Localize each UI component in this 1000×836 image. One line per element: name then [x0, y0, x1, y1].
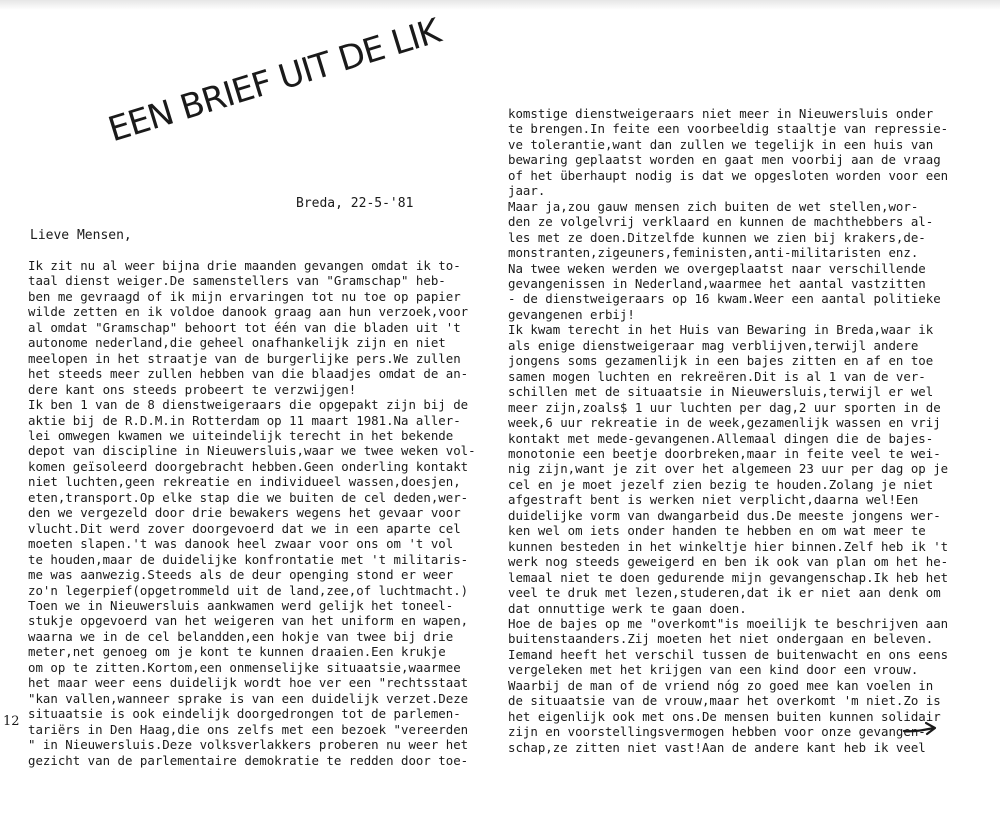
text-line: Iemand heeft het verschil tussen de buitenwacht en ons eens	[508, 646, 949, 662]
text-line: moeten slapen.'t was danook heel zwaar voor ons om 't vol	[28, 536, 454, 552]
text-line: buitenstaanders.Zij moeten het niet ondergaan en beleven.	[508, 631, 934, 647]
text-line: taal dienst weiger.De samenstellers van "Gramschap" heb-	[28, 273, 446, 289]
text-line: tariërs in Den Haag,die ons zelfs met een bezoek "vereerden	[28, 721, 469, 737]
text-line: monstranten,zigeuners,feministen,anti-militaristen enz.	[508, 245, 919, 261]
text-line: - de dienstweigeraars op 16 kwam.Weer een aantal politieke	[508, 291, 941, 307]
text-line: autonome nederland,die geheel onafhankelijk zijn en niet	[28, 335, 446, 351]
text-line: lei omwegen kwamen we uiteindelijk terecht in het bekende	[28, 427, 454, 443]
text-line: gevangenen erbij!	[508, 306, 635, 322]
text-line: gevangenissen in Nederland,waarmee het aantal vastzitten	[508, 275, 926, 291]
text-line: les met ze doen.Ditzelfde kunnen we zien bij krakers,de-	[508, 229, 926, 245]
text-line: zijn en voorstellingsvermogen hebben voor onze gevangen-	[508, 724, 926, 740]
text-line: werk nog steeds geweigerd en ben ik ook van plan om het he-	[508, 554, 949, 570]
text-line: Ik ben 1 van de 8 dienstweigeraars die opgepakt zijn bij de	[28, 397, 469, 413]
greeting: Lieve Mensen,	[30, 228, 132, 243]
text-line: te houden,maar de duidelijke konfrontatie met 't militaris-	[28, 551, 469, 567]
text-line: meer zijn,zoals$ 1 uur luchten per dag,2 uur sporten in de	[508, 399, 941, 415]
text-line: Toen we in Nieuwersluis aankwamen werd gelijk het toneel-	[28, 597, 454, 613]
text-line: Waarbij de man of de vriend nóg zo goed mee kan voelen in	[508, 677, 934, 693]
text-line: schap,ze zitten niet vast!Aan de andere kant heb ik veel	[508, 739, 926, 755]
text-line: duidelijke vorm van dwangarbeid dus.De meeste jongens wer-	[508, 507, 941, 523]
text-line: niet luchten,geen rekreatie en individueel wassen,doesjen,	[28, 474, 461, 490]
text-line: jaar.	[508, 183, 546, 199]
text-line: het steeds meer zullen hebben van die blaadjes omdat de an-	[28, 366, 469, 382]
dateline: Breda, 22-5-'81	[296, 196, 414, 211]
text-line: komstige dienstweigeraars niet meer in Nieuwersluis onder	[508, 106, 934, 121]
text-line: veel te druk met lezen,studeren,dat ik er niet aan denk om	[508, 585, 941, 601]
right-text-column	[508, 106, 948, 755]
text-line: al omdat "Gramschap" behoort tot één van die bladen uit 't	[28, 319, 461, 335]
text-line: ken wel om iets onder handen te hebben en om wat meer te	[508, 523, 926, 539]
text-line: week,6 uur rekreatie in de week,gezamenlijk wassen en vrij	[508, 415, 941, 431]
text-line: bewaring geplaatst worden en gaat men voorbij aan de vraag	[508, 152, 941, 168]
text-line: cel en je moet jezelf zien bezig te houden.Zolang je niet	[508, 476, 934, 492]
text-line: afgestraft bent is werken niet verplicht,daarna wel!Een	[508, 492, 919, 508]
text-line: vlucht.Dit werd zover doorgevoerd dat we in een aparte cel	[28, 520, 461, 536]
text-line: om op te zitten.Kortom,een onmenselijke situaatsie,waarmee	[28, 659, 461, 675]
text-line: dere kant ons steeds probeert te verzwijgen!	[28, 381, 357, 397]
text-line: me was aanwezig.Steeds als de deur openging stond er weer	[28, 567, 454, 583]
text-line: den ze volgelvrij verklaard en kunnen de machthebbers al-	[508, 214, 934, 230]
arrow-right-icon	[902, 720, 938, 738]
text-line: samen mogen luchten en rekreëren.Dit is al 1 van de ver-	[508, 368, 926, 384]
text-line: Ik kwam terecht in het Huis van Bewaring in Breda,waar ik	[508, 322, 934, 338]
text-line: het maar weer eens duidelijk wordt hoe ver een "rechtsstaat	[28, 675, 469, 691]
text-line: aktie bij de R.D.M.in Rotterdam op 11 maart 1981.Na aller-	[28, 412, 461, 428]
page-edge	[0, 0, 1000, 10]
text-line: wilde zetten en ik voldoe danook graag aan hun verzoek,voor	[28, 304, 469, 320]
text-line: vergeleken met het krijgen van een kind door een vrouw.	[508, 662, 919, 678]
text-line: de situaatsie van de vrouw,maar het overkomt 'm niet.Zo is	[508, 693, 941, 709]
text-line: het eigenlijk ook met ons.De mensen buiten kunnen solidair	[508, 708, 941, 724]
text-line: Ik zit nu al weer bijna drie maanden gevangen omdat ik to-	[28, 258, 461, 273]
text-line: "kan vallen,wanneer sprake is van een duidelijk verzet.Deze	[28, 690, 469, 706]
text-line: schillen met de situaatsie in Nieuwersluis,terwijl er wel	[508, 384, 934, 400]
text-line: " in Nieuwersluis.Deze volksverlakkers proberen nu weer het	[28, 737, 469, 753]
text-line: komen geïsoleerd doorgebracht hebben.Geen onderling kontakt	[28, 458, 469, 474]
text-line: gezicht van de parlementaire demokratie te redden door toe-	[28, 752, 469, 768]
text-line: kontakt met mede-gevangenen.Allemaal dingen die de bajes-	[508, 430, 934, 446]
text-line: monotonie een beetje doorbreken,maar in feite veel te wei-	[508, 445, 941, 461]
headline: EEN BRIEF UIT DE LIK	[103, 11, 445, 151]
text-line: meter,net genoeg om je kont te kunnen draaien.Een krukje	[28, 644, 446, 660]
text-line: Hoe de bajes op me "overkomt"is moeilijk te beschrijven aan	[508, 615, 949, 631]
text-line: jongens soms gezamenlijk in een bajes zitten en af en toe	[508, 353, 934, 369]
text-line: ve tolerantie,want dan zullen we tegelijk in een huis van	[508, 136, 934, 152]
text-line: eten,transport.Op elke stap die we buiten de cel deden,wer-	[28, 489, 469, 505]
page-number: 12	[3, 714, 20, 729]
text-line: als enige dienstweigeraar mag verblijven,terwijl andere	[508, 337, 919, 353]
text-line: den we vergezeld door drie bewakers wegens het gevaar voor	[28, 505, 461, 521]
text-line: waarna we in de cel belandden,een hokje van twee bij drie	[28, 628, 454, 644]
text-line: lemaal niet te doen gedurende mijn gevangenschap.Ik heb het	[508, 569, 949, 585]
text-line: zo'n legerpief(opgetrommeld uit de land,zee,of luchtmacht.)	[28, 582, 469, 598]
text-line: stukje opgevoerd van het weigeren van het uniform en wapen,	[28, 613, 469, 629]
text-line: te brengen.In feite een voorbeeldig staaltje van repressie-	[508, 121, 949, 137]
text-line: ben me gevraagd of ik mijn ervaringen tot nu toe op papier	[28, 288, 461, 304]
text-line: Na twee weken werden we overgeplaatst naar verschillende	[508, 260, 926, 276]
text-line: kunnen besteden in het winkeltje hier binnen.Zelf heb ik 't	[508, 538, 949, 554]
left-text-column	[28, 258, 476, 768]
text-line: situaatsie is ook eindelijk doorgedrongen tot de parlemen-	[28, 706, 461, 722]
text-line: of het überhaupt nodig is dat we opgesloten worden voor een	[508, 167, 949, 183]
text-line: meelopen in het straatje van de burgerlijke pers.We zullen	[28, 350, 461, 366]
text-line: Maar ja,zou gauw mensen zich buiten de wet stellen,wor-	[508, 198, 919, 214]
text-line: dat onnuttige werk te gaan doen.	[508, 600, 747, 616]
text-line: nig zijn,want je zit over het algemeen 23 uur per dag op je	[508, 461, 949, 477]
text-line: depot van discipline in Nieuwersluis,waar we twee weken vol-	[28, 443, 476, 459]
